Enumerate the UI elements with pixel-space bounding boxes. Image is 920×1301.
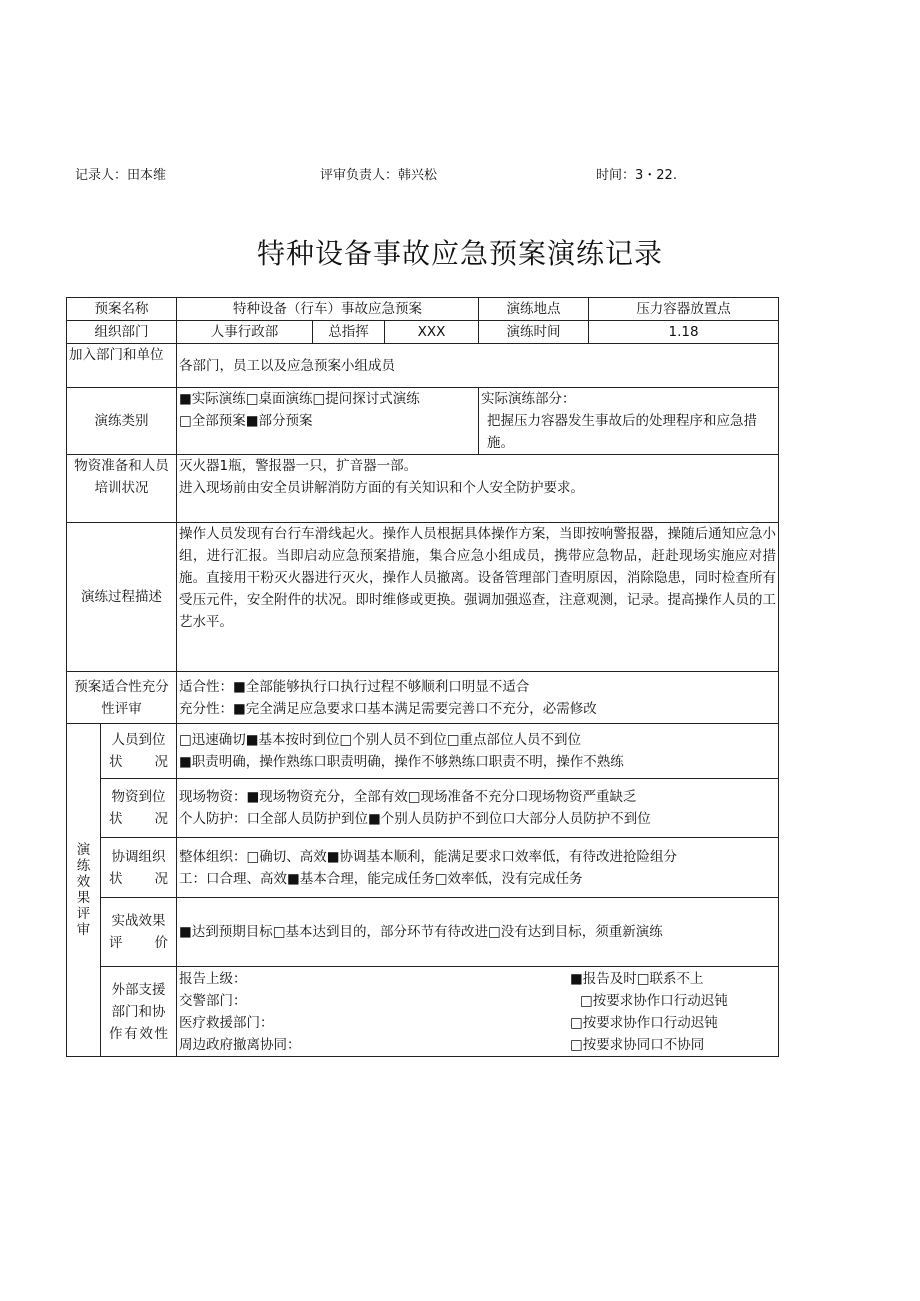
external-row-left: 交警部门：	[179, 992, 247, 1009]
external-row-right: □按要求协同口不协同	[570, 1036, 705, 1053]
personnel-label: 人员到位状况	[101, 724, 177, 779]
external-support-label: 外部支援部门和协作有效性	[101, 967, 177, 1057]
external-row-right: ■报告及时□联系不上	[570, 970, 704, 987]
drill-location-value: 压力容器放置点	[589, 298, 779, 321]
combat-content: ■达到预期目标□基本达到目的，部分环节有待改进□没有达到目标，须重新演练	[177, 898, 779, 967]
materials-content	[177, 455, 779, 523]
suitability-line-1: 适合性：■全部能够执行口执行过程不够顺利口明显不适合	[179, 678, 530, 695]
suitability-line-2: 充分性：■完全满足应急要求口基本满足需要完善口不充分，必需修改	[179, 700, 597, 717]
external-row-left: 报告上级：	[179, 970, 247, 987]
materials-place-line-2: 个人防护：口全部人员防护到位■个别人员防护不到位口大部分人员防护不到位	[179, 811, 651, 827]
actual-drill-part	[479, 388, 779, 455]
org-dept-value: 人事行政部	[177, 321, 313, 344]
drill-type-options	[177, 388, 479, 455]
external-row-left: 医疗救援部门：	[179, 1014, 274, 1031]
participants-label: 加入部门和单位	[67, 344, 177, 388]
drill-location-label: 演练地点	[479, 298, 589, 321]
process-label: 演练过程描述	[67, 523, 177, 672]
reviewer: 评审负责人：韩兴松	[320, 168, 438, 183]
external-row-right: □按要求协作口行动迟钝	[580, 992, 728, 1009]
coordination-label: 协调组织状况	[101, 838, 177, 898]
coordination-line-1: 整体组织：□确切、高效■协调基本顺利，能满足要求口效率低，有待改进抢险组分	[179, 848, 678, 865]
org-dept-label: 组织部门	[67, 321, 177, 344]
document-title: 特种设备事故应急预案演练记录	[256, 237, 663, 270]
external-row-left: 周边政府撤离协同：	[179, 1036, 301, 1053]
personnel-content	[177, 724, 779, 779]
process-description: 操作人员发现有台行车滑线起火。操作人员根据具体操作方案，当即按响警报器，操随后通知应急小组，进行汇报。当即启动应急预案措施，集合应急小组成员，携带应急物品，赶赴现场实施应对措施。直接用干粉灭火器进行灭火，操作人员撤离。设备管理部门查明原因，消除隐患，同时检查所有受压元件，安全附件的状况。即时维修或更换。强调加强巡查，注意观测，记录。提高操作人员的工艺水平。	[177, 523, 779, 672]
plan-name-label: 预案名称	[67, 298, 177, 321]
combat-label: 实战效果评价	[101, 898, 177, 967]
external-support-content	[177, 967, 779, 1057]
personnel-line-1: □迅速确切■基本按时到位□个别人员不到位□重点部位人员不到位	[179, 732, 582, 748]
materials-place-label: 物资到位状况	[101, 779, 177, 838]
actual-drill-part-title: 实际演练部分：	[481, 391, 576, 407]
effect-review-text: 演练效果评审	[76, 842, 91, 938]
commander-label: 总指挥	[313, 321, 385, 344]
drill-type-line-1: ■实际演练□桌面演练□提问探讨式演练	[179, 391, 420, 407]
coordination-content	[177, 838, 779, 898]
personnel-line-2: ■职责明确，操作熟练口职责明确，操作不够熟练口职责不明，操作不熟练	[179, 754, 624, 770]
materials-label: 物资准备和人员培训状况	[67, 455, 177, 523]
actual-drill-part-text: 把握压力容器发生事故后的处理程序和应急措施。	[487, 413, 758, 451]
plan-name-value: 特种设备（行车）事故应急预案	[177, 298, 479, 321]
recorder: 记录人：田本维	[75, 168, 167, 183]
commander-value: XXX	[385, 321, 479, 344]
external-row-right: □按要求协作口行动迟钝	[570, 1014, 718, 1031]
drill-time-label: 演练时间	[479, 321, 589, 344]
participants-value: 各部门，员工以及应急预案小组成员	[177, 344, 779, 388]
drill-type-label: 演练类别	[67, 388, 177, 455]
drill-time-value: 1.18	[589, 321, 779, 344]
record-time: 时间：3・22.	[596, 168, 677, 183]
materials-line-1: 灭火器1瓶，警报器一只，扩音器一部。	[179, 458, 418, 474]
materials-place-content	[177, 779, 779, 838]
suitability-content	[177, 672, 779, 724]
materials-line-2: 进入现场前由安全员讲解消防方面的有关知识和个人安全防护要求。	[179, 480, 584, 496]
materials-place-line-1: 现场物资：■现场物资充分，全部有效□现场准备不充分口现场物资严重缺乏	[179, 789, 637, 805]
effect-review-label	[67, 724, 101, 1057]
suitability-label: 预案适合性充分性评审	[67, 672, 177, 724]
drill-type-line-2: □全部预案■部分预案	[179, 413, 313, 429]
coordination-line-2: 工：口合理、高效■基本合理，能完成任务□效率低，没有完成任务	[179, 870, 583, 887]
drill-record-table	[66, 297, 779, 1057]
